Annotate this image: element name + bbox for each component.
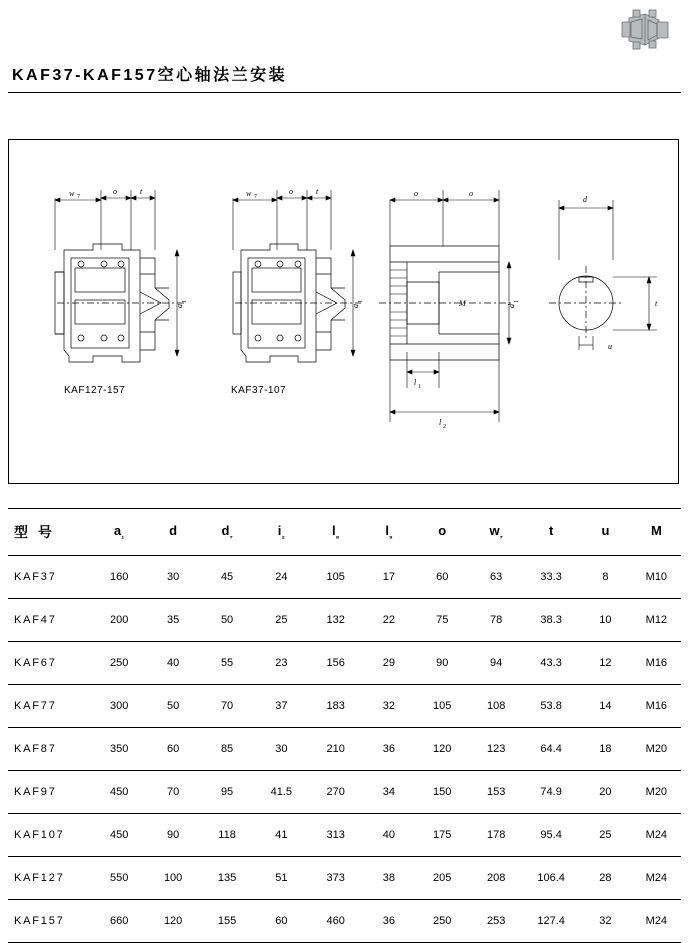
- cell-u: 28: [579, 857, 632, 900]
- cell-l8: 313: [309, 814, 363, 857]
- svg-text:u: u: [608, 342, 612, 351]
- cell-d7: 45: [200, 556, 254, 599]
- svg-text:w: w: [69, 189, 75, 198]
- cell-d: 100: [146, 857, 200, 900]
- svg-text:1: 1: [358, 300, 364, 303]
- gearbox-icon: [619, 8, 671, 52]
- svg-text:a: a: [175, 304, 184, 308]
- svg-text:7: 7: [254, 194, 257, 200]
- cell-t: 95.4: [523, 814, 579, 857]
- table-header-t: t: [523, 509, 579, 556]
- svg-text:o: o: [113, 187, 117, 196]
- svg-text:l: l: [439, 418, 442, 427]
- cell-d: 50: [146, 685, 200, 728]
- table-header-row: [8, 509, 681, 556]
- cell-w7: 153: [469, 771, 523, 814]
- svg-text:t: t: [316, 187, 319, 196]
- cell-u: 25: [579, 814, 632, 857]
- cell-o: 105: [415, 685, 469, 728]
- table-row: [8, 556, 681, 599]
- cell-u: 10: [579, 599, 632, 642]
- cell-t: 106.4: [523, 857, 579, 900]
- svg-text:o: o: [414, 189, 418, 198]
- cell-a1: 250: [92, 642, 146, 685]
- svg-text:l: l: [414, 378, 417, 387]
- svg-text:2: 2: [443, 424, 446, 430]
- cell-o: 175: [415, 814, 469, 857]
- cell-i2: 24: [254, 556, 309, 599]
- table-header-o: o: [415, 509, 469, 556]
- cell-t: 33.3: [523, 556, 579, 599]
- svg-text:1: 1: [182, 300, 188, 303]
- cell-w7: 123: [469, 728, 523, 771]
- cell-m: M24: [632, 814, 681, 857]
- cell-t: 127.4: [523, 900, 579, 943]
- svg-text:t: t: [140, 187, 143, 196]
- cell-l9: 40: [363, 814, 416, 857]
- table-header-m: M: [632, 509, 681, 556]
- svg-text:d: d: [583, 195, 587, 204]
- table-row: [8, 814, 681, 857]
- cell-m: M12: [632, 599, 681, 642]
- cell-model: KAF127: [8, 857, 92, 900]
- specification-table: [8, 508, 681, 943]
- cell-o: 250: [415, 900, 469, 943]
- cell-d7: 70: [200, 685, 254, 728]
- cell-t: 38.3: [523, 599, 579, 642]
- cell-d7: 155: [200, 900, 254, 943]
- cell-model: KAF107: [8, 814, 92, 857]
- cell-o: 205: [415, 857, 469, 900]
- table-body: [8, 556, 681, 943]
- table-row: [8, 771, 681, 814]
- cell-a1: 350: [92, 728, 146, 771]
- cell-a1: 160: [92, 556, 146, 599]
- cell-o: 75: [415, 599, 469, 642]
- cell-d7: 50: [200, 599, 254, 642]
- cell-l9: 29: [363, 642, 416, 685]
- cell-d: 40: [146, 642, 200, 685]
- svg-text:1: 1: [418, 384, 421, 390]
- table-header-a1: $a_{_1}$: [92, 509, 146, 556]
- cell-a1: 660: [92, 900, 146, 943]
- table-row: [8, 900, 681, 943]
- cell-d: 30: [146, 556, 200, 599]
- cell-u: 14: [579, 685, 632, 728]
- svg-text:o: o: [289, 187, 293, 196]
- cell-m: M24: [632, 900, 681, 943]
- cell-l9: 36: [363, 728, 416, 771]
- table-header-model: 型 号: [8, 509, 92, 556]
- table-row: [8, 728, 681, 771]
- cell-l8: 270: [309, 771, 363, 814]
- cell-w7: 78: [469, 599, 523, 642]
- cell-d: 35: [146, 599, 200, 642]
- cell-l8: 156: [309, 642, 363, 685]
- cell-l8: 132: [309, 599, 363, 642]
- cell-m: M20: [632, 728, 681, 771]
- table-header-d7: $d_{_7}$: [200, 509, 254, 556]
- cell-l8: 460: [309, 900, 363, 943]
- cell-a1: 550: [92, 857, 146, 900]
- cell-w7: 178: [469, 814, 523, 857]
- title-divider: [8, 92, 681, 93]
- cell-w7: 94: [469, 642, 523, 685]
- svg-text:w: w: [246, 189, 252, 198]
- cell-i2: 51: [254, 857, 309, 900]
- cell-d7: 85: [200, 728, 254, 771]
- cell-l8: 210: [309, 728, 363, 771]
- cell-d: 60: [146, 728, 200, 771]
- technical-drawing-panel: [8, 139, 679, 484]
- cell-a1: 200: [92, 599, 146, 642]
- cell-a1: 300: [92, 685, 146, 728]
- cell-l9: 22: [363, 599, 416, 642]
- table-header-i2: $i_{_2}$: [254, 509, 309, 556]
- table-row: [8, 685, 681, 728]
- cell-o: 120: [415, 728, 469, 771]
- cell-u: 18: [579, 728, 632, 771]
- cell-d: 70: [146, 771, 200, 814]
- table-header-l8: $l_{_8}$: [309, 509, 363, 556]
- cell-l8: 183: [309, 685, 363, 728]
- cell-i2: 23: [254, 642, 309, 685]
- svg-text:M: M: [459, 299, 466, 308]
- cell-w7: 63: [469, 556, 523, 599]
- cell-w7: 253: [469, 900, 523, 943]
- cell-a1: 450: [92, 814, 146, 857]
- cell-t: 53.8: [523, 685, 579, 728]
- cell-i2: 30: [254, 728, 309, 771]
- table-row: [8, 642, 681, 685]
- cell-d: 120: [146, 900, 200, 943]
- table-header-u: u: [579, 509, 632, 556]
- svg-text:t: t: [655, 299, 658, 308]
- cell-i2: 60: [254, 900, 309, 943]
- cell-o: 90: [415, 642, 469, 685]
- cell-u: 8: [579, 556, 632, 599]
- table-row: [8, 599, 681, 642]
- cell-l9: 38: [363, 857, 416, 900]
- cell-d7: 95: [200, 771, 254, 814]
- drawing-svg: [9, 140, 678, 483]
- cell-m: M24: [632, 857, 681, 900]
- cell-l9: 36: [363, 900, 416, 943]
- cell-w7: 208: [469, 857, 523, 900]
- cell-i2: 25: [254, 599, 309, 642]
- cell-o: 150: [415, 771, 469, 814]
- cell-d7: 135: [200, 857, 254, 900]
- cell-l8: 373: [309, 857, 363, 900]
- svg-text:o: o: [469, 189, 473, 198]
- cell-i2: 37: [254, 685, 309, 728]
- cell-l9: 17: [363, 556, 416, 599]
- svg-text:a: a: [351, 304, 360, 308]
- page-title: KAF37-KAF157空心轴法兰安装: [12, 67, 288, 84]
- cell-m: M10: [632, 556, 681, 599]
- svg-text:7: 7: [77, 194, 80, 200]
- figure-caption-right: KAF37-107: [231, 385, 287, 396]
- svg-text:1: 1: [514, 300, 520, 303]
- cell-l9: 32: [363, 685, 416, 728]
- cell-u: 20: [579, 771, 632, 814]
- cell-model: KAF97: [8, 771, 92, 814]
- cell-l9: 34: [363, 771, 416, 814]
- cell-model: KAF87: [8, 728, 92, 771]
- cell-i2: 41.5: [254, 771, 309, 814]
- cell-l8: 105: [309, 556, 363, 599]
- cell-d7: 55: [200, 642, 254, 685]
- figure-caption-left: KAF127-157: [64, 385, 126, 396]
- cell-t: 43.3: [523, 642, 579, 685]
- cell-o: 60: [415, 556, 469, 599]
- cell-model: KAF77: [8, 685, 92, 728]
- cell-m: M16: [632, 642, 681, 685]
- cell-u: 32: [579, 900, 632, 943]
- table-header-d: d: [146, 509, 200, 556]
- cell-m: M16: [632, 685, 681, 728]
- cell-d: 90: [146, 814, 200, 857]
- cell-m: M20: [632, 771, 681, 814]
- table-row: [8, 857, 681, 900]
- cell-a1: 450: [92, 771, 146, 814]
- table-header-w7: $w_{_7}$: [469, 509, 523, 556]
- cell-i2: 41: [254, 814, 309, 857]
- cell-model: KAF47: [8, 599, 92, 642]
- cell-d7: 118: [200, 814, 254, 857]
- cell-t: 74.9: [523, 771, 579, 814]
- svg-text:d: d: [507, 304, 516, 308]
- cell-t: 64.4: [523, 728, 579, 771]
- cell-model: KAF67: [8, 642, 92, 685]
- table-header-l9: $l_{_9}$: [363, 509, 416, 556]
- cell-w7: 108: [469, 685, 523, 728]
- cell-model: KAF37: [8, 556, 92, 599]
- cell-model: KAF157: [8, 900, 92, 943]
- cell-u: 12: [579, 642, 632, 685]
